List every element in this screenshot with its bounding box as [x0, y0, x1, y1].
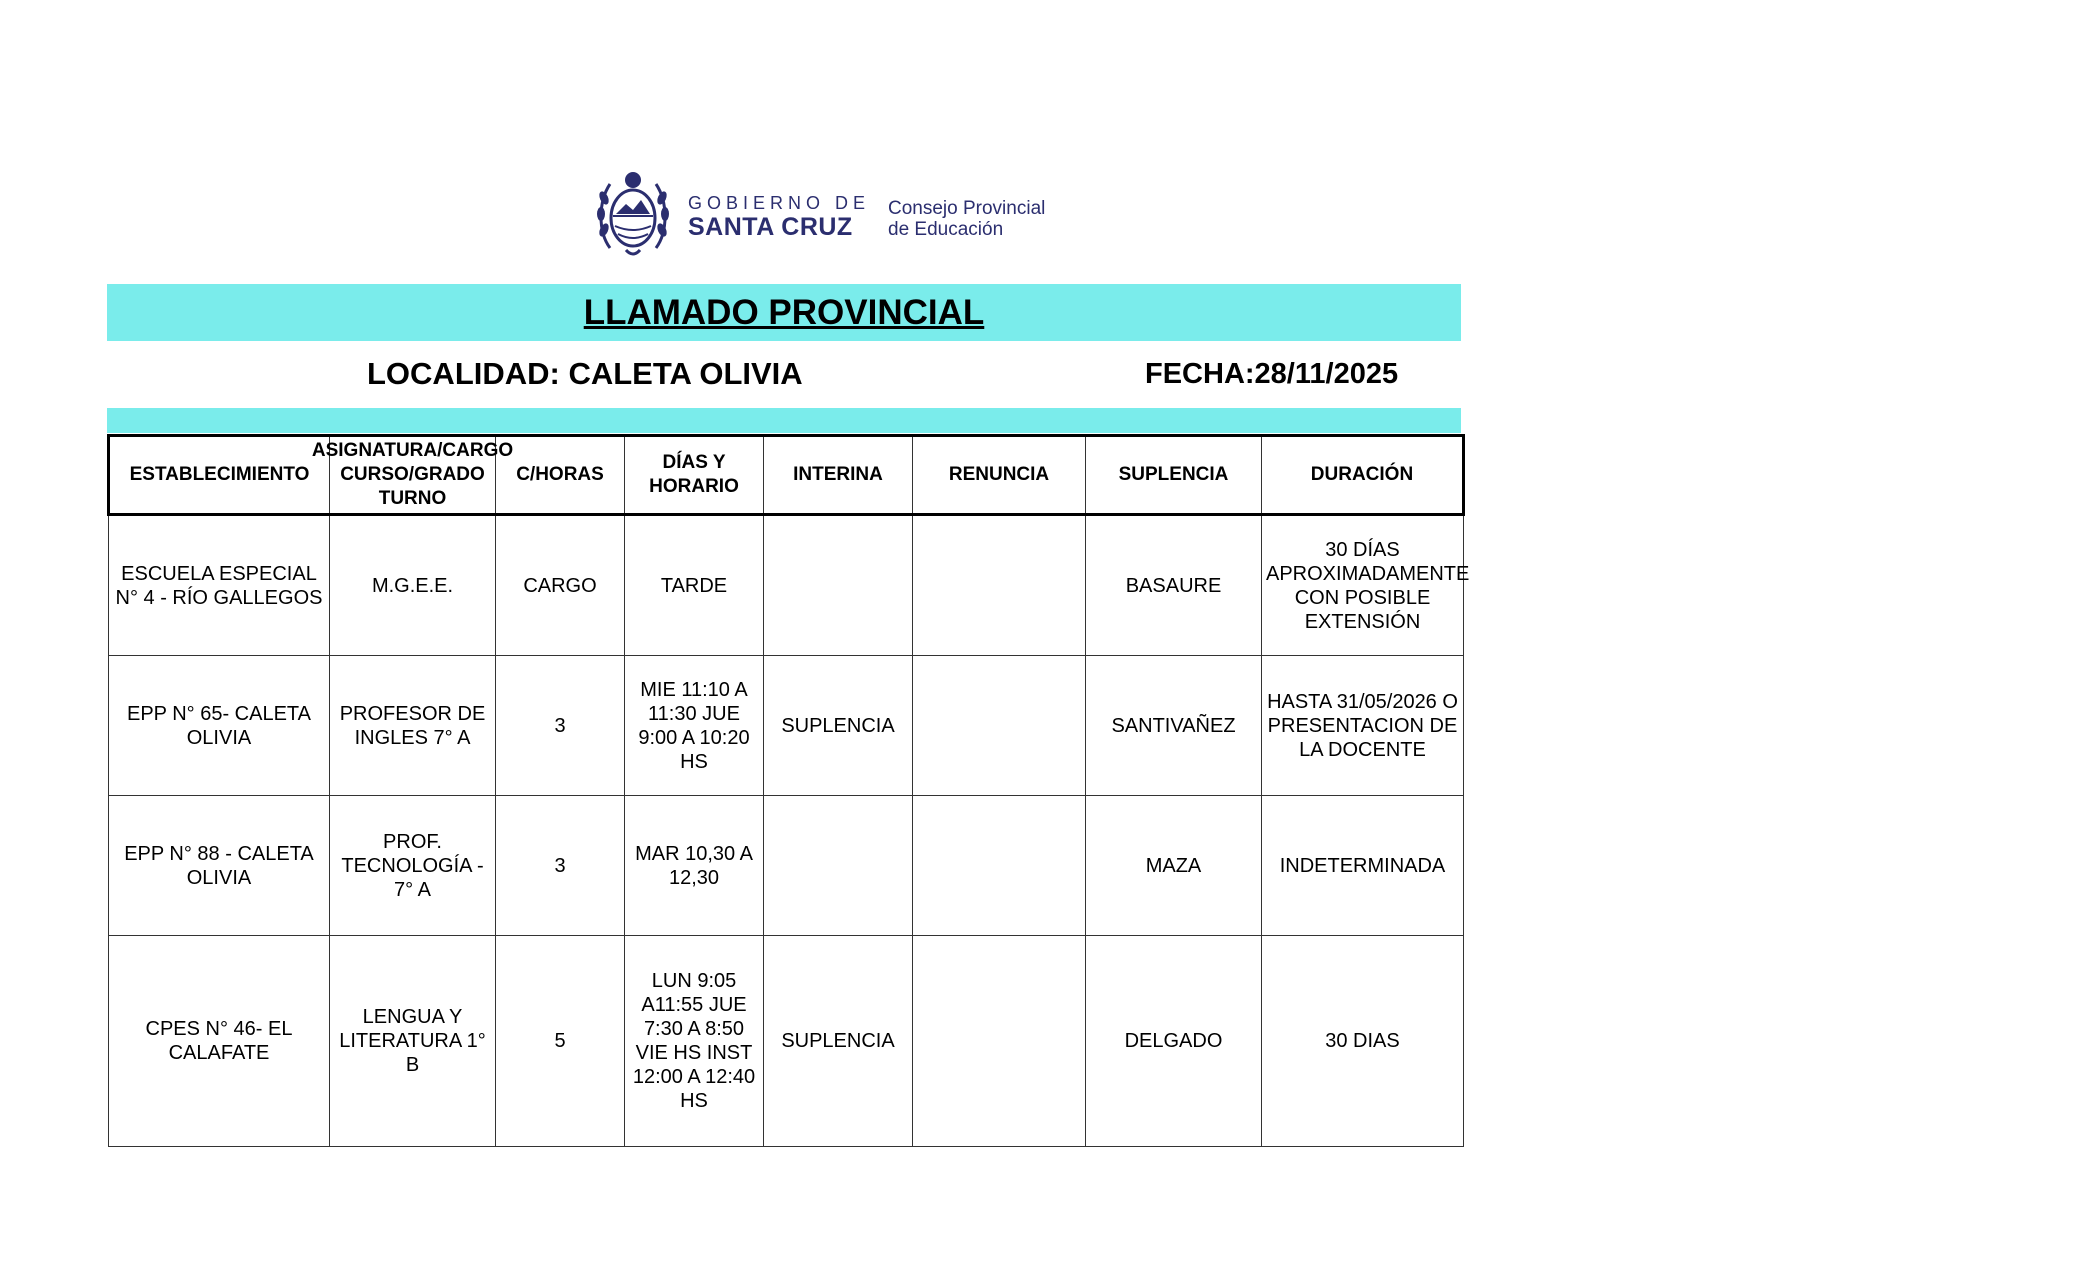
column-header: INTERINA [764, 436, 913, 515]
table-cell [913, 656, 1086, 796]
table-cell: INDETERMINADA [1262, 796, 1464, 936]
column-header: ESTABLECIMIENTO [109, 436, 330, 515]
table-cell [764, 796, 913, 936]
logo-line-2: SANTA CRUZ [688, 213, 853, 241]
government-logo [596, 170, 1056, 262]
table-cell: PROF. TECNOLOGÍA - 7° A [330, 796, 496, 936]
table-cell [913, 796, 1086, 936]
column-header: C/HORAS [496, 436, 625, 515]
table-cell: 30 DÍAS APROXIMADAMENTE CON POSIBLE EXTENSIÓN [1262, 515, 1464, 656]
column-header: RENUNCIA [913, 436, 1086, 515]
table-cell: HASTA 31/05/2026 O PRESENTACION DE LA DOCENTE [1262, 656, 1464, 796]
locality-label: LOCALIDAD: CALETA OLIVIA [367, 356, 803, 391]
table-cell: M.G.E.E. [330, 515, 496, 656]
column-header [311, 436, 514, 515]
logo-line-1: GOBIERNO DE [688, 193, 871, 213]
council-line-2: de Educación [888, 219, 1004, 240]
table-cell: LUN 9:05 A11:55 JUE 7:30 A 8:50 VIE HS INST 12:00 A 12:40 HS [625, 936, 764, 1147]
table-cell: CPES N° 46- EL CALAFATE [109, 936, 330, 1147]
table-cell: SUPLENCIA [764, 656, 913, 796]
table-cell: SANTIVAÑEZ [1086, 656, 1262, 796]
table-cell [764, 515, 913, 656]
table-cell: CARGO [496, 515, 625, 656]
column-header: DÍAS Y HORARIO [625, 436, 764, 515]
table-cell: 3 [496, 656, 625, 796]
council-line-1: Consejo Provincial [888, 198, 1046, 219]
table-cell: 30 DIAS [1262, 936, 1464, 1147]
table-row [109, 656, 1464, 796]
table-row [109, 936, 1464, 1147]
table-cell: ESCUELA ESPECIAL N° 4 - RÍO GALLEGOS [109, 515, 330, 656]
provincial-seal-icon [596, 170, 670, 262]
table-cell: PROFESOR DE INGLES 7° A [330, 656, 496, 796]
page-title: LLAMADO PROVINCIAL [583, 293, 985, 332]
table-cell [913, 515, 1086, 656]
vacancy-table [107, 434, 1470, 1147]
table-cell [913, 936, 1086, 1147]
column-header: DURACIÓN [1262, 436, 1464, 515]
table-cell: BASAURE [1086, 515, 1262, 656]
table-cell: LENGUA Y LITERATURA 1° B [330, 936, 496, 1147]
table-header-row [109, 436, 1464, 515]
table-cell: TARDE [625, 515, 764, 656]
table-row [109, 796, 1464, 936]
column-header-text: ASIGNATURA/CARGO CURSO/GRADO TURNO [311, 440, 514, 509]
table-cell: 3 [496, 796, 625, 936]
header-band [107, 408, 1461, 433]
table-cell: SUPLENCIA [764, 936, 913, 1147]
table-cell: EPP N° 65- CALETA OLIVIA [109, 656, 330, 796]
table-cell: DELGADO [1086, 936, 1262, 1147]
table-cell: 5 [496, 936, 625, 1147]
table-cell: MAZA [1086, 796, 1262, 936]
column-header: SUPLENCIA [1086, 436, 1262, 515]
table-cell: MIE 11:10 A 11:30 JUE 9:00 A 10:20 HS [625, 656, 764, 796]
table-cell: EPP N° 88 - CALETA OLIVIA [109, 796, 330, 936]
table-cell: MAR 10,30 A 12,30 [625, 796, 764, 936]
table-row [109, 515, 1464, 656]
date-label: FECHA:28/11/2025 [1145, 358, 1399, 390]
title-banner [107, 284, 1461, 341]
